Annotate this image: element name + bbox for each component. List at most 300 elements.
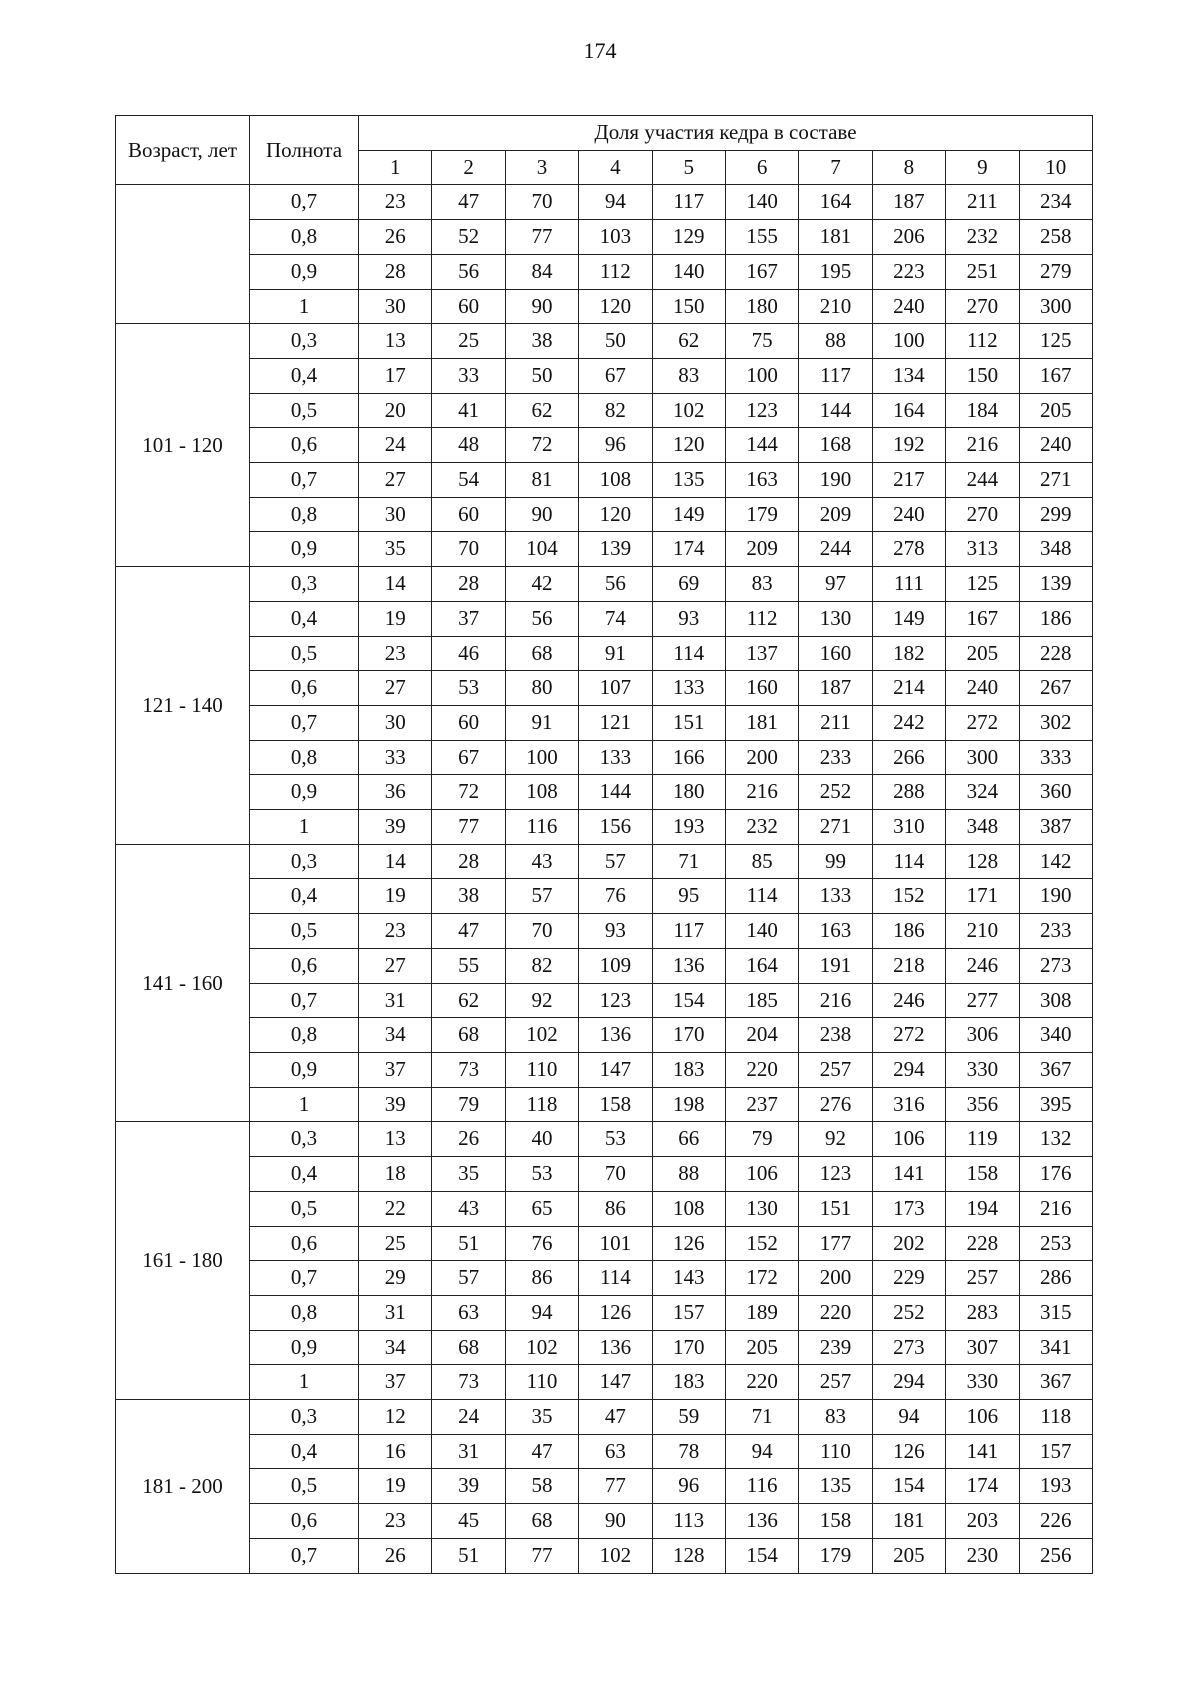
value-cell: 234: [1019, 185, 1092, 220]
value-cell: 315: [1019, 1295, 1092, 1330]
value-cell: 33: [359, 740, 432, 775]
value-cell: 192: [872, 428, 945, 463]
value-cell: 48: [432, 428, 505, 463]
value-cell: 83: [799, 1400, 872, 1435]
table-row: [116, 220, 1093, 255]
header-age: Возраст, лет: [116, 116, 250, 185]
value-cell: 308: [1019, 983, 1092, 1018]
value-cell: 90: [505, 497, 578, 532]
value-cell: 183: [652, 1365, 725, 1400]
value-cell: 273: [1019, 948, 1092, 983]
value-cell: 47: [432, 185, 505, 220]
value-cell: 210: [946, 914, 1019, 949]
value-cell: 133: [799, 879, 872, 914]
value-cell: 77: [579, 1469, 652, 1504]
value-cell: 302: [1019, 705, 1092, 740]
value-cell: 190: [799, 463, 872, 498]
table-row: [116, 705, 1093, 740]
table-row: [116, 324, 1093, 359]
value-cell: 205: [1019, 393, 1092, 428]
table-row: [116, 1330, 1093, 1365]
density-cell: 1: [250, 1087, 359, 1122]
value-cell: 158: [946, 1157, 1019, 1192]
value-cell: 160: [725, 671, 798, 706]
value-cell: 30: [359, 497, 432, 532]
value-cell: 152: [725, 1226, 798, 1261]
value-cell: 135: [799, 1469, 872, 1504]
value-cell: 256: [1019, 1538, 1092, 1573]
value-cell: 18: [359, 1157, 432, 1192]
value-cell: 54: [432, 463, 505, 498]
value-cell: 94: [725, 1434, 798, 1469]
value-cell: 63: [432, 1295, 505, 1330]
value-cell: 60: [432, 289, 505, 324]
value-cell: 90: [579, 1504, 652, 1539]
value-cell: 252: [799, 775, 872, 810]
value-cell: 66: [652, 1122, 725, 1157]
density-cell: 0,3: [250, 567, 359, 602]
table-row: [116, 1191, 1093, 1226]
value-cell: 158: [579, 1087, 652, 1122]
value-cell: 173: [872, 1191, 945, 1226]
header-share-column: 4: [579, 150, 652, 185]
value-cell: 271: [799, 810, 872, 845]
value-cell: 19: [359, 1469, 432, 1504]
value-cell: 228: [946, 1226, 1019, 1261]
value-cell: 23: [359, 914, 432, 949]
value-cell: 72: [505, 428, 578, 463]
value-cell: 56: [432, 254, 505, 289]
value-cell: 25: [359, 1226, 432, 1261]
value-cell: 179: [725, 497, 798, 532]
density-cell: 0,6: [250, 948, 359, 983]
value-cell: 102: [505, 1018, 578, 1053]
value-cell: 31: [432, 1434, 505, 1469]
table-row: [116, 740, 1093, 775]
value-cell: 36: [359, 775, 432, 810]
value-cell: 200: [725, 740, 798, 775]
table-row: [116, 463, 1093, 498]
value-cell: 140: [725, 185, 798, 220]
density-cell: 1: [250, 1365, 359, 1400]
value-cell: 134: [872, 358, 945, 393]
value-cell: 187: [799, 671, 872, 706]
value-cell: 258: [1019, 220, 1092, 255]
value-cell: 210: [799, 289, 872, 324]
table-row: [116, 914, 1093, 949]
value-cell: 77: [505, 1538, 578, 1573]
value-cell: 125: [1019, 324, 1092, 359]
table-row: [116, 948, 1093, 983]
density-cell: 0,4: [250, 879, 359, 914]
value-cell: 69: [652, 567, 725, 602]
value-cell: 42: [505, 567, 578, 602]
value-cell: 187: [872, 185, 945, 220]
value-cell: 204: [725, 1018, 798, 1053]
density-cell: 1: [250, 810, 359, 845]
value-cell: 244: [799, 532, 872, 567]
age-group-cell: 141 - 160: [116, 844, 250, 1122]
value-cell: 176: [1019, 1157, 1092, 1192]
value-cell: 141: [872, 1157, 945, 1192]
value-cell: 143: [652, 1261, 725, 1296]
value-cell: 154: [872, 1469, 945, 1504]
value-cell: 180: [652, 775, 725, 810]
age-group-cell: [116, 185, 250, 324]
value-cell: 53: [432, 671, 505, 706]
value-cell: 102: [505, 1330, 578, 1365]
value-cell: 226: [1019, 1504, 1092, 1539]
value-cell: 111: [872, 567, 945, 602]
value-cell: 59: [652, 1400, 725, 1435]
table-row: [116, 1157, 1093, 1192]
value-cell: 114: [579, 1261, 652, 1296]
value-cell: 240: [1019, 428, 1092, 463]
value-cell: 92: [505, 983, 578, 1018]
value-cell: 214: [872, 671, 945, 706]
value-cell: 360: [1019, 775, 1092, 810]
value-cell: 273: [872, 1330, 945, 1365]
value-cell: 186: [1019, 601, 1092, 636]
value-cell: 149: [872, 601, 945, 636]
value-cell: 183: [652, 1052, 725, 1087]
value-cell: 104: [505, 532, 578, 567]
value-cell: 216: [946, 428, 1019, 463]
table-row: [116, 1504, 1093, 1539]
value-cell: 267: [1019, 671, 1092, 706]
value-cell: 58: [505, 1469, 578, 1504]
value-cell: 142: [1019, 844, 1092, 879]
density-cell: 0,5: [250, 393, 359, 428]
age-group-cell: 121 - 140: [116, 567, 250, 845]
value-cell: 150: [652, 289, 725, 324]
value-cell: 164: [799, 185, 872, 220]
value-cell: 139: [1019, 567, 1092, 602]
value-cell: 85: [725, 844, 798, 879]
value-cell: 47: [505, 1434, 578, 1469]
value-cell: 77: [432, 810, 505, 845]
value-cell: 155: [725, 220, 798, 255]
value-cell: 88: [652, 1157, 725, 1192]
value-cell: 53: [505, 1157, 578, 1192]
value-cell: 307: [946, 1330, 1019, 1365]
density-cell: 0,7: [250, 185, 359, 220]
table-row: [116, 810, 1093, 845]
value-cell: 27: [359, 948, 432, 983]
value-cell: 180: [725, 289, 798, 324]
value-cell: 135: [652, 463, 725, 498]
density-cell: 0,5: [250, 636, 359, 671]
value-cell: 288: [872, 775, 945, 810]
value-cell: 95: [652, 879, 725, 914]
value-cell: 144: [799, 393, 872, 428]
density-cell: 0,4: [250, 1434, 359, 1469]
value-cell: 23: [359, 1504, 432, 1539]
density-cell: 0,7: [250, 463, 359, 498]
value-cell: 31: [359, 1295, 432, 1330]
value-cell: 116: [725, 1469, 798, 1504]
value-cell: 37: [359, 1365, 432, 1400]
value-cell: 80: [505, 671, 578, 706]
density-cell: 0,6: [250, 1226, 359, 1261]
value-cell: 299: [1019, 497, 1092, 532]
value-cell: 244: [946, 463, 1019, 498]
value-cell: 167: [725, 254, 798, 289]
density-cell: 0,9: [250, 1052, 359, 1087]
value-cell: 68: [432, 1018, 505, 1053]
value-cell: 246: [946, 948, 1019, 983]
value-cell: 110: [505, 1052, 578, 1087]
value-cell: 23: [359, 636, 432, 671]
value-cell: 27: [359, 463, 432, 498]
value-cell: 206: [872, 220, 945, 255]
value-cell: 117: [652, 185, 725, 220]
value-cell: 167: [946, 601, 1019, 636]
value-cell: 177: [799, 1226, 872, 1261]
table-row: [116, 844, 1093, 879]
value-cell: 91: [579, 636, 652, 671]
density-cell: 1: [250, 289, 359, 324]
value-cell: 232: [725, 810, 798, 845]
value-cell: 340: [1019, 1018, 1092, 1053]
value-cell: 72: [432, 775, 505, 810]
value-cell: 348: [1019, 532, 1092, 567]
value-cell: 157: [652, 1295, 725, 1330]
value-cell: 300: [946, 740, 1019, 775]
value-cell: 313: [946, 532, 1019, 567]
value-cell: 130: [725, 1191, 798, 1226]
value-cell: 16: [359, 1434, 432, 1469]
value-cell: 40: [505, 1122, 578, 1157]
value-cell: 110: [799, 1434, 872, 1469]
value-cell: 220: [799, 1295, 872, 1330]
value-cell: 151: [652, 705, 725, 740]
value-cell: 34: [359, 1018, 432, 1053]
value-cell: 107: [579, 671, 652, 706]
header-share-column: 9: [946, 150, 1019, 185]
header-share-column: 1: [359, 150, 432, 185]
value-cell: 152: [872, 879, 945, 914]
value-cell: 283: [946, 1295, 1019, 1330]
table-row: [116, 1226, 1093, 1261]
table-row: [116, 532, 1093, 567]
value-cell: 101: [579, 1226, 652, 1261]
value-cell: 387: [1019, 810, 1092, 845]
value-cell: 181: [872, 1504, 945, 1539]
value-cell: 257: [946, 1261, 1019, 1296]
value-cell: 205: [725, 1330, 798, 1365]
value-cell: 240: [872, 289, 945, 324]
value-cell: 174: [652, 532, 725, 567]
value-cell: 60: [432, 705, 505, 740]
table-row: [116, 601, 1093, 636]
value-cell: 193: [652, 810, 725, 845]
value-cell: 24: [432, 1400, 505, 1435]
table-row: [116, 1018, 1093, 1053]
value-cell: 279: [1019, 254, 1092, 289]
value-cell: 114: [872, 844, 945, 879]
value-cell: 174: [946, 1469, 1019, 1504]
value-cell: 144: [725, 428, 798, 463]
value-cell: 14: [359, 844, 432, 879]
header-density: Полнота: [250, 116, 359, 185]
value-cell: 217: [872, 463, 945, 498]
value-cell: 37: [432, 601, 505, 636]
density-cell: 0,6: [250, 671, 359, 706]
value-cell: 240: [872, 497, 945, 532]
value-cell: 60: [432, 497, 505, 532]
value-cell: 170: [652, 1330, 725, 1365]
value-cell: 100: [872, 324, 945, 359]
value-cell: 209: [725, 532, 798, 567]
value-cell: 216: [1019, 1191, 1092, 1226]
value-cell: 26: [432, 1122, 505, 1157]
header-share-column: 6: [725, 150, 798, 185]
value-cell: 136: [579, 1330, 652, 1365]
density-cell: 0,9: [250, 254, 359, 289]
table-row: [116, 1261, 1093, 1296]
header-share-column: 3: [505, 150, 578, 185]
value-cell: 126: [652, 1226, 725, 1261]
value-cell: 47: [432, 914, 505, 949]
value-cell: 171: [946, 879, 1019, 914]
value-cell: 270: [946, 497, 1019, 532]
table-row: [116, 671, 1093, 706]
value-cell: 149: [652, 497, 725, 532]
value-cell: 93: [579, 914, 652, 949]
value-cell: 93: [652, 601, 725, 636]
value-cell: 27: [359, 671, 432, 706]
header-share-column: 5: [652, 150, 725, 185]
value-cell: 182: [872, 636, 945, 671]
value-cell: 216: [725, 775, 798, 810]
value-cell: 88: [799, 324, 872, 359]
value-cell: 53: [579, 1122, 652, 1157]
value-cell: 68: [432, 1330, 505, 1365]
header-share: Доля участия кедра в составе: [359, 116, 1093, 151]
value-cell: 242: [872, 705, 945, 740]
value-cell: 151: [799, 1191, 872, 1226]
value-cell: 106: [872, 1122, 945, 1157]
density-cell: 0,6: [250, 428, 359, 463]
value-cell: 306: [946, 1018, 1019, 1053]
header-share-column: 8: [872, 150, 945, 185]
value-cell: 185: [725, 983, 798, 1018]
value-cell: 51: [432, 1538, 505, 1573]
value-cell: 68: [505, 1504, 578, 1539]
value-cell: 277: [946, 983, 1019, 1018]
value-cell: 81: [505, 463, 578, 498]
value-cell: 150: [946, 358, 1019, 393]
value-cell: 154: [652, 983, 725, 1018]
value-cell: 20: [359, 393, 432, 428]
value-cell: 38: [505, 324, 578, 359]
value-cell: 43: [432, 1191, 505, 1226]
value-cell: 35: [432, 1157, 505, 1192]
value-cell: 108: [652, 1191, 725, 1226]
value-cell: 106: [725, 1157, 798, 1192]
value-cell: 50: [505, 358, 578, 393]
value-cell: 120: [579, 289, 652, 324]
value-cell: 203: [946, 1504, 1019, 1539]
value-cell: 154: [725, 1538, 798, 1573]
value-cell: 100: [505, 740, 578, 775]
value-cell: 117: [652, 914, 725, 949]
value-cell: 270: [946, 289, 1019, 324]
value-cell: 205: [946, 636, 1019, 671]
value-cell: 73: [432, 1052, 505, 1087]
value-cell: 76: [579, 879, 652, 914]
header-share-column: 2: [432, 150, 505, 185]
value-cell: 123: [799, 1157, 872, 1192]
value-cell: 198: [652, 1087, 725, 1122]
density-cell: 0,4: [250, 1157, 359, 1192]
value-cell: 229: [872, 1261, 945, 1296]
value-cell: 57: [579, 844, 652, 879]
value-cell: 140: [725, 914, 798, 949]
density-cell: 0,3: [250, 1400, 359, 1435]
value-cell: 220: [725, 1365, 798, 1400]
value-cell: 132: [1019, 1122, 1092, 1157]
value-cell: 97: [799, 567, 872, 602]
value-cell: 246: [872, 983, 945, 1018]
value-cell: 67: [432, 740, 505, 775]
value-cell: 70: [505, 185, 578, 220]
value-cell: 324: [946, 775, 1019, 810]
value-cell: 238: [799, 1018, 872, 1053]
value-cell: 56: [579, 567, 652, 602]
cedar-share-table: [115, 115, 1093, 1574]
value-cell: 45: [432, 1504, 505, 1539]
value-cell: 144: [579, 775, 652, 810]
value-cell: 96: [652, 1469, 725, 1504]
value-cell: 103: [579, 220, 652, 255]
value-cell: 240: [946, 671, 1019, 706]
value-cell: 76: [505, 1226, 578, 1261]
density-cell: 0,4: [250, 601, 359, 636]
table-row: [116, 428, 1093, 463]
value-cell: 79: [725, 1122, 798, 1157]
value-cell: 26: [359, 1538, 432, 1573]
value-cell: 200: [799, 1261, 872, 1296]
value-cell: 136: [652, 948, 725, 983]
value-cell: 37: [359, 1052, 432, 1087]
value-cell: 184: [946, 393, 1019, 428]
value-cell: 294: [872, 1365, 945, 1400]
value-cell: 102: [579, 1538, 652, 1573]
value-cell: 17: [359, 358, 432, 393]
value-cell: 62: [652, 324, 725, 359]
value-cell: 133: [652, 671, 725, 706]
value-cell: 83: [725, 567, 798, 602]
value-cell: 237: [725, 1087, 798, 1122]
value-cell: 94: [579, 185, 652, 220]
value-cell: 28: [432, 567, 505, 602]
density-cell: 0,7: [250, 705, 359, 740]
value-cell: 38: [432, 879, 505, 914]
value-cell: 233: [799, 740, 872, 775]
value-cell: 114: [725, 879, 798, 914]
density-cell: 0,3: [250, 844, 359, 879]
value-cell: 62: [505, 393, 578, 428]
value-cell: 123: [725, 393, 798, 428]
value-cell: 57: [505, 879, 578, 914]
table-row: [116, 1122, 1093, 1157]
value-cell: 35: [505, 1400, 578, 1435]
value-cell: 123: [579, 983, 652, 1018]
value-cell: 90: [505, 289, 578, 324]
table-row: [116, 1434, 1093, 1469]
